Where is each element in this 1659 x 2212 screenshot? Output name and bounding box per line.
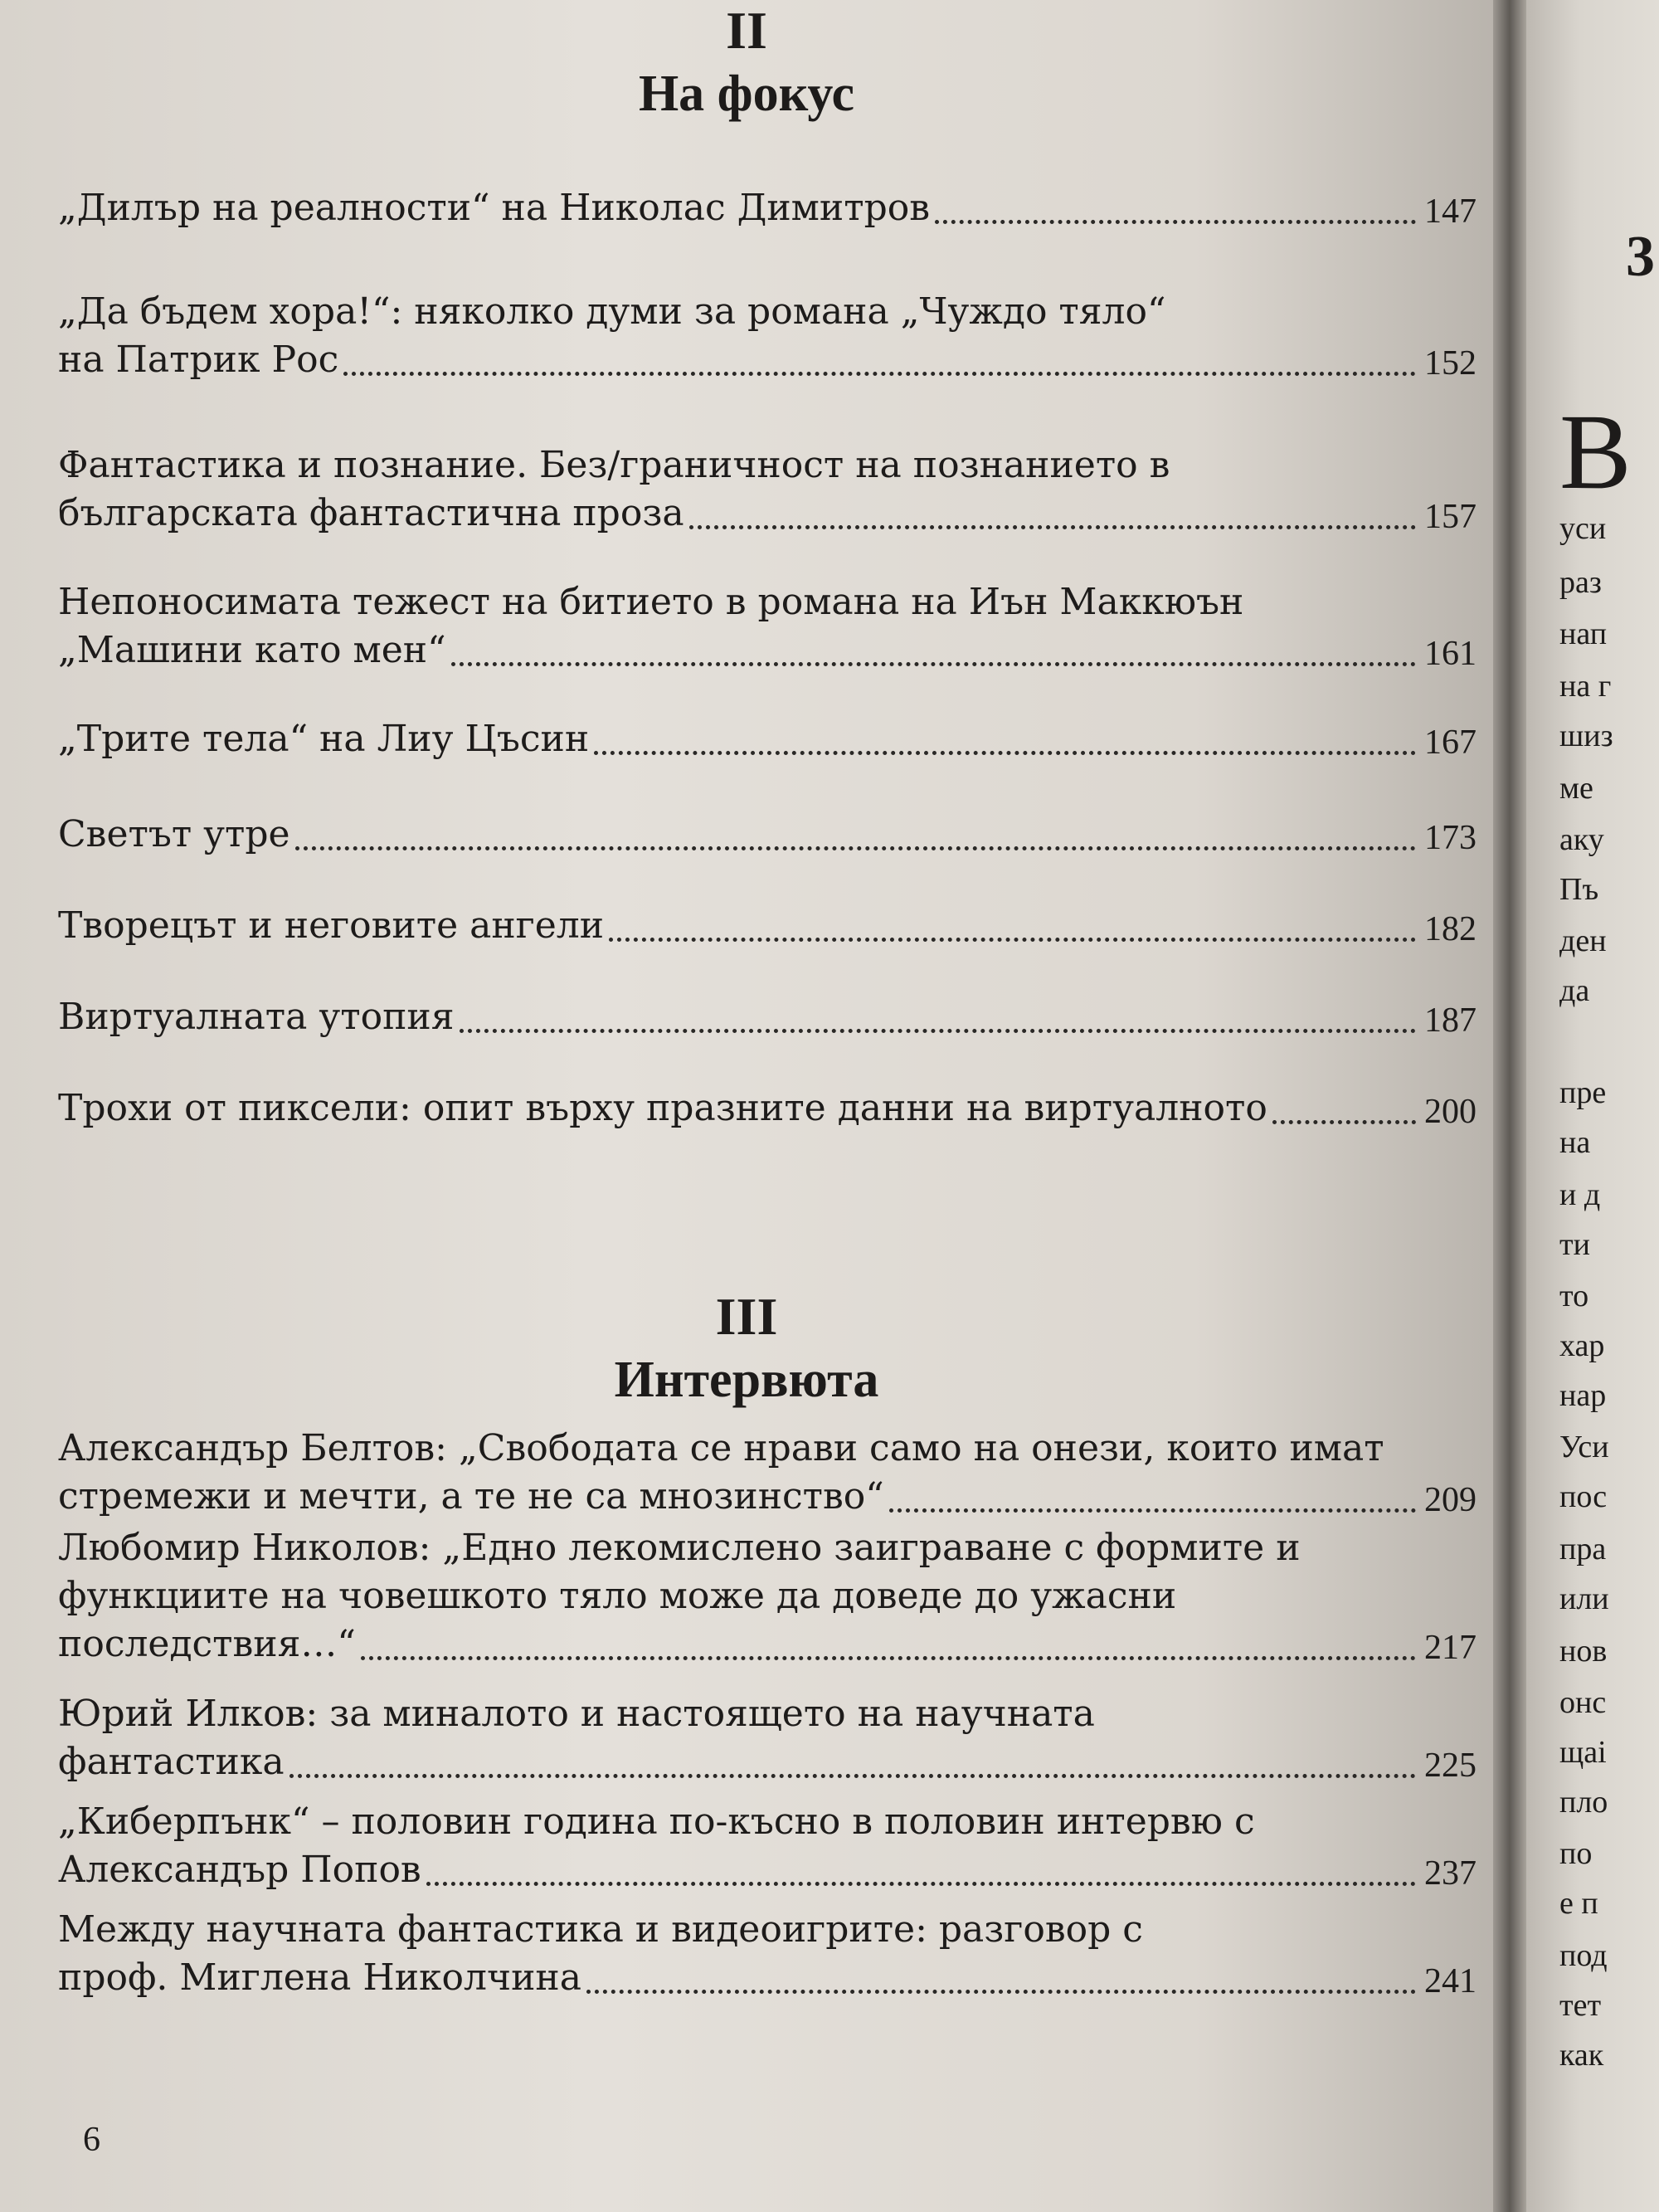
toc-entry[interactable] <box>58 813 1477 870</box>
facing-text-fragment: онс <box>1559 1685 1607 1720</box>
dot-leader <box>451 662 1416 666</box>
toc-entry[interactable] <box>58 1087 1477 1143</box>
toc-page-number: 147 <box>1424 192 1477 231</box>
facing-text-fragment: уси <box>1559 511 1607 546</box>
toc-entry[interactable] <box>58 581 1477 685</box>
section-title: Интервюта <box>614 1352 879 1408</box>
section-number: III <box>715 1287 778 1346</box>
toc-page-number: 173 <box>1424 819 1477 857</box>
dot-leader <box>289 1774 1416 1778</box>
toc-entry[interactable] <box>58 1527 1477 1679</box>
facing-text-fragment: тет <box>1559 1988 1602 2023</box>
facing-text-fragment: пло <box>1559 1785 1608 1820</box>
facing-text-fragment: е п <box>1559 1886 1598 1921</box>
dot-leader <box>889 1508 1416 1513</box>
toc-entry-title: Светът утре <box>58 813 290 855</box>
facing-text-fragment: пра <box>1559 1532 1607 1566</box>
facing-text-fragment: щаі <box>1559 1735 1607 1770</box>
facing-page <box>1526 0 1659 2212</box>
facing-text-fragment: аку <box>1559 822 1604 857</box>
toc-entry-title: функциите на човешкото тяло може да доведе до ужасни <box>58 1575 1177 1617</box>
toc-page-number: 167 <box>1424 724 1477 762</box>
toc-entry[interactable] <box>58 1427 1477 1532</box>
toc-entry-title: Александър Белтов: „Свободата се нрави само на онези, които имат <box>58 1427 1384 1469</box>
dot-leader <box>460 1029 1417 1033</box>
dot-leader <box>426 1882 1416 1886</box>
dot-leader <box>295 846 1416 850</box>
toc-entry-title: стремежи и мечти, а те не са мнозинство“ <box>58 1475 884 1518</box>
facing-text-fragment: ден <box>1559 923 1607 958</box>
section-title: На фокус <box>638 66 855 122</box>
toc-entry-title: Между научната фантастика и видеоигрите: разговор с <box>58 1908 1143 1951</box>
toc-entry-title: Трохи от пиксели: опит върху празните данни на виртуалното <box>58 1087 1267 1129</box>
toc-entry-title: на Патрик Рос <box>58 339 339 381</box>
drop-cap: В <box>1559 392 1632 512</box>
toc-entry-title: фантастика <box>58 1741 285 1783</box>
facing-text-fragment: на г <box>1559 669 1612 704</box>
facing-text-fragment: шиз <box>1559 719 1613 753</box>
toc-entry[interactable] <box>58 1800 1477 1905</box>
facing-text-fragment: нов <box>1559 1634 1608 1669</box>
dot-leader <box>343 372 1416 376</box>
toc-entry-title: „Машини като мен“ <box>58 629 446 671</box>
book-gutter <box>1493 0 1526 2212</box>
toc-page-number: 237 <box>1424 1854 1477 1893</box>
facing-text-fragment: ти <box>1559 1227 1590 1262</box>
toc-entry-title: Юрий Илков: за миналото и настоящето на научната <box>58 1693 1095 1735</box>
toc-entry[interactable] <box>58 996 1477 1052</box>
facing-text-fragment: как <box>1559 2038 1604 2073</box>
toc-page-number: 200 <box>1424 1093 1477 1131</box>
toc-entry[interactable] <box>58 718 1477 774</box>
dot-leader <box>361 1656 1416 1660</box>
toc-page-number: 225 <box>1424 1747 1477 1785</box>
toc-entry[interactable] <box>58 1693 1477 1797</box>
toc-entry-title: проф. Миглена Николчина <box>58 1956 581 1999</box>
toc-entry-title: Любомир Николов: „Едно лекомислено заиграване с формите и <box>58 1527 1301 1569</box>
facing-text-fragment: хар <box>1559 1328 1605 1363</box>
dot-leader <box>586 1990 1416 1994</box>
dot-leader <box>689 525 1416 529</box>
toc-entry-title: българската фантастична проза <box>58 492 684 534</box>
toc-entry-title: „Киберпънк“ – половин година по-късно в половин интервю с <box>58 1800 1255 1843</box>
dot-leader <box>594 751 1416 755</box>
toc-entry[interactable] <box>58 904 1477 961</box>
toc-entry-title: „Да бъдем хора!“: няколко думи за романа „Чуждо тяло“ <box>58 290 1166 333</box>
section-number: II <box>726 1 767 60</box>
toc-entry-title: Виртуалната утопия <box>58 996 455 1038</box>
toc-entry-title: Фантастика и познание. Без/граничност на познанието в <box>58 444 1170 486</box>
toc-entry[interactable] <box>58 290 1477 395</box>
toc-entry[interactable] <box>58 187 1477 243</box>
toc-entry-title: последствия…“ <box>58 1623 356 1665</box>
facing-text-fragment: нар <box>1559 1378 1607 1413</box>
page-number: 6 <box>83 2121 100 2159</box>
toc-entry-title: „Дилър на реалности“ на Николас Димитров <box>58 187 930 229</box>
toc-entry-title: „Трите тела“ на Лиу Цъсин <box>58 718 590 760</box>
toc-entry-title: Непоносимата тежест на битието в романа на Иън Маккюън <box>58 581 1244 623</box>
facing-text-fragment: то <box>1559 1279 1589 1313</box>
toc-page-number: 217 <box>1424 1629 1477 1667</box>
facing-text-fragment: нап <box>1559 616 1608 651</box>
facing-text-fragment: раз <box>1559 565 1602 600</box>
toc-page-number: 157 <box>1424 498 1477 536</box>
toc-page-number: 187 <box>1424 1001 1477 1040</box>
toc-entry[interactable] <box>58 1908 1477 2013</box>
chapter-number: 3 <box>1626 225 1655 289</box>
dot-leader <box>935 220 1416 224</box>
toc-page-number: 152 <box>1424 344 1477 382</box>
facing-text-fragment: на <box>1559 1125 1591 1160</box>
facing-text-fragment: пос <box>1559 1479 1608 1514</box>
toc-entry-title: Александър Попов <box>58 1849 421 1891</box>
toc-page-number: 161 <box>1424 635 1477 673</box>
toc-entry-title: Творецът и неговите ангели <box>58 904 605 947</box>
facing-text-fragment: пре <box>1559 1075 1607 1110</box>
toc-entry[interactable] <box>58 444 1477 548</box>
facing-text-fragment: или <box>1559 1581 1609 1616</box>
facing-text-fragment: под <box>1559 1938 1608 1973</box>
toc-page-number: 209 <box>1424 1481 1477 1519</box>
toc-page-number: 182 <box>1424 910 1477 948</box>
facing-text-fragment: Уси <box>1559 1430 1609 1464</box>
dot-leader <box>1272 1120 1416 1124</box>
facing-text-fragment: да <box>1559 973 1590 1008</box>
facing-text-fragment: Пъ <box>1559 872 1599 907</box>
dot-leader <box>609 938 1416 942</box>
facing-text-fragment: по <box>1559 1836 1593 1871</box>
toc-page-number: 241 <box>1424 1962 1477 2000</box>
facing-text-fragment: и д <box>1559 1177 1601 1212</box>
facing-text-fragment: ме <box>1559 771 1593 806</box>
